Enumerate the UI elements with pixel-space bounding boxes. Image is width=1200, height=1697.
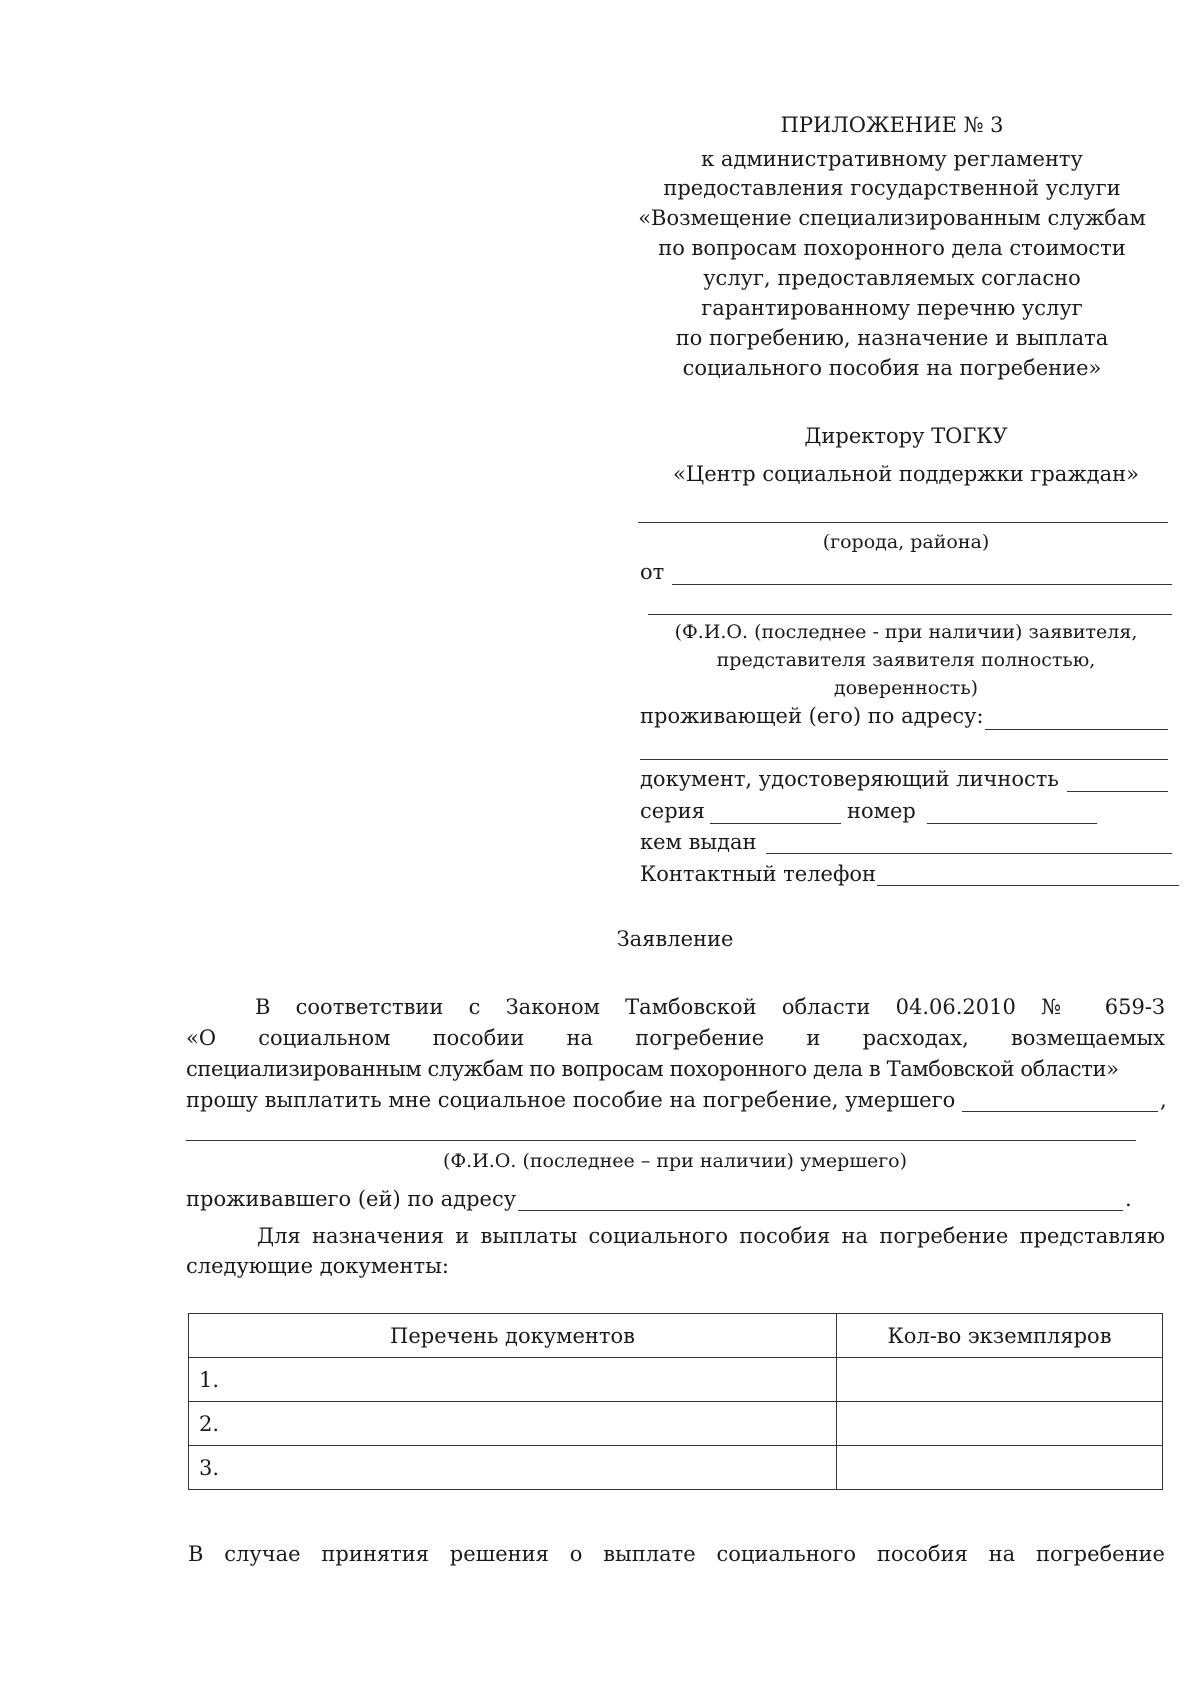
deceased-name-field-line[interactable] — [962, 1111, 1158, 1112]
appendix-line: гарантированному перечню услуг — [701, 296, 1083, 320]
fio-hint: доверенность) — [833, 677, 979, 699]
fio-hint: (Ф.И.О. (последнее - при наличии) заявителя, — [674, 621, 1138, 643]
appendix-line: по вопросам похоронного дела стоимости — [658, 236, 1126, 260]
city-hint: (города, района) — [822, 531, 990, 553]
table-row — [189, 1358, 1163, 1402]
table-row — [189, 1446, 1163, 1490]
address-field-line[interactable] — [985, 729, 1168, 730]
id-doc-label: документ, удостоверяющий личность — [640, 767, 1059, 791]
copies-cell[interactable] — [837, 1358, 1163, 1402]
header-copies-count: Кол-во экземпляров — [837, 1314, 1163, 1358]
header-documents-list: Перечень документов — [189, 1314, 837, 1358]
appendix-line: по погребению, назначение и выплата — [675, 326, 1109, 350]
documents-table — [188, 1313, 1163, 1490]
addressee-center: «Центр социальной поддержки граждан» — [673, 462, 1139, 486]
table-header-row — [189, 1314, 1163, 1358]
closing-text: В случае принятия решения о выплате социального пособия на погребение — [188, 1542, 1165, 1566]
id-doc-field-line[interactable] — [1067, 791, 1168, 792]
row-number[interactable]: 2. — [189, 1402, 837, 1446]
appendix-title: ПРИЛОЖЕНИЕ № 3 — [780, 113, 1004, 137]
appendix-line: социального пособия на погребение» — [682, 356, 1102, 380]
deceased-hint: (Ф.И.О. (последнее – при наличии) умершего) — [442, 1150, 908, 1172]
number-field-line[interactable] — [927, 823, 1097, 824]
residence-label: проживавшего (ей) по адресу — [186, 1187, 517, 1211]
copies-cell[interactable] — [837, 1446, 1163, 1490]
appendix-line: «Возмещение специализированным службам — [638, 206, 1146, 230]
appendix-line: предоставления государственной услуги — [663, 176, 1121, 200]
statement-text: Для назначения и выплаты социального пособия на погребение представляю — [257, 1224, 1165, 1248]
phone-field-line[interactable] — [877, 885, 1179, 886]
row-number[interactable]: 3. — [189, 1446, 837, 1490]
appendix-line: к административному регламенту — [701, 147, 1083, 171]
statement-text: следующие документы: — [186, 1254, 449, 1278]
table-row — [189, 1402, 1163, 1446]
fio-hint: представителя заявителя полностью, — [716, 649, 1096, 671]
deceased-name-field-line-2[interactable] — [186, 1140, 1136, 1141]
address-field-line-2[interactable] — [640, 759, 1168, 760]
statement-heading: Заявление — [616, 927, 734, 951]
city-field-line[interactable] — [638, 522, 1168, 523]
appendix-line: услуг, предоставляемых согласно — [703, 266, 1081, 290]
number-label: номер — [847, 799, 916, 823]
statement-text: «О социальном пособии на погребение и расходах, возмещаемых — [186, 1026, 1165, 1050]
addressee-director: Директору ТОГКУ — [804, 424, 1008, 448]
applicant-name-field-line[interactable] — [672, 584, 1172, 585]
statement-text: прошу выплатить мне социальное пособие на погребение, умершего — [186, 1088, 956, 1112]
comma: , — [1160, 1088, 1167, 1112]
copies-cell[interactable] — [837, 1402, 1163, 1446]
row-number[interactable]: 1. — [189, 1358, 837, 1402]
phone-label: Контактный телефон — [640, 862, 877, 886]
issued-by-field-line[interactable] — [766, 853, 1172, 854]
residence-end: . — [1125, 1187, 1132, 1211]
address-label: проживающей (его) по адресу: — [640, 704, 984, 728]
statement-text: специализированным службам по вопросам похоронного дела в Тамбовской области» — [186, 1057, 1119, 1081]
residence-field-line[interactable] — [518, 1210, 1123, 1211]
applicant-name-field-line-2[interactable] — [648, 614, 1172, 615]
from-label: от — [640, 560, 665, 584]
issued-by-label: кем выдан — [640, 830, 757, 854]
series-field-line[interactable] — [710, 823, 841, 824]
statement-text: В соответствии с Законом Тамбовской области 04.06.2010 № 659-З — [255, 995, 1165, 1019]
series-label: серия — [640, 799, 705, 823]
